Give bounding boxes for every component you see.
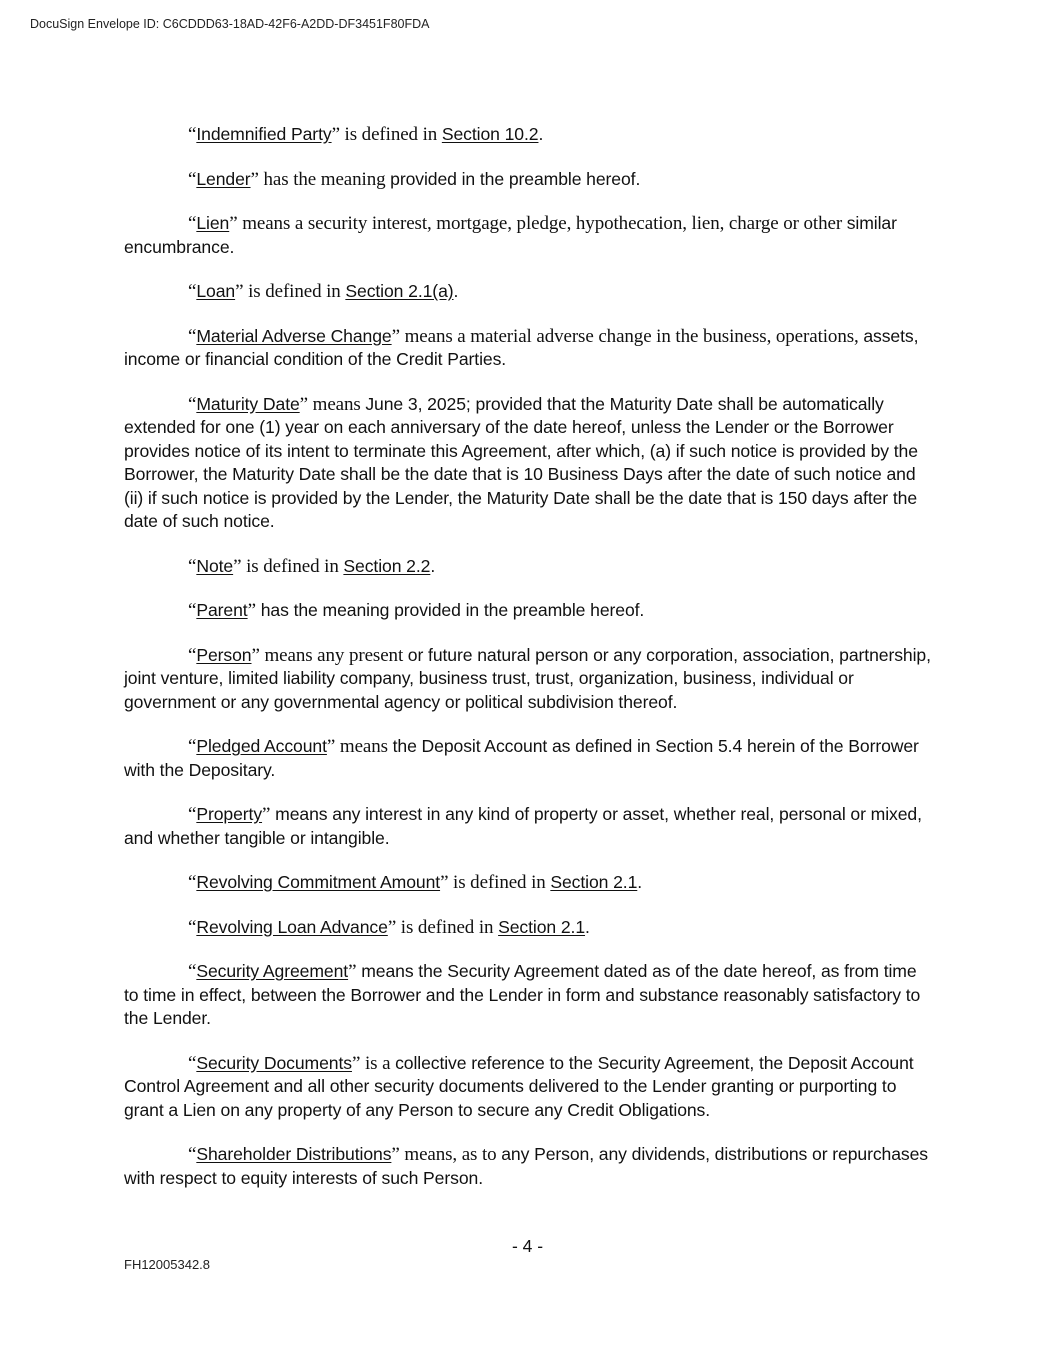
definition-text: has the meaning provided in the preamble hereof. [255,600,645,620]
open-quote: “ [188,600,197,621]
open-quote: “ [188,213,197,234]
open-quote: “ [188,804,197,825]
open-quote: “ [188,325,197,347]
definition-lien [124,212,932,259]
definition-text: means the Security Agreement dated as of the date hereof, as from time to time in effect, between the Borrower and the Lender in form and substance reasonably satisfactory to the Lender. [124,961,921,1028]
definition-intro: means any present [259,644,408,666]
defined-term: Lender [196,168,251,189]
defined-term: Security Agreement [196,961,349,981]
definitions-list [124,123,932,1211]
close-quote: ” [299,393,309,415]
open-quote: “ [188,281,197,302]
defined-term: Indemnified Party [196,124,332,144]
page-number: - 4 - [511,1236,544,1256]
close-quote: ” [391,1144,400,1165]
close-quote: ” [235,281,244,302]
defined-term: Parent [196,600,248,620]
close-quote: ” [250,168,259,190]
close-quote: ” [262,804,271,825]
definition-text: assets, income or financial condition of the Credit Parties. [124,325,919,369]
definition-parent [124,599,932,623]
defined-term: Revolving Commitment Amount [196,872,441,892]
close-quote: ” [251,644,260,666]
definition-intro: is defined in [241,555,344,577]
defined-term: Person [196,644,252,665]
envelope-id: DocuSign Envelope ID: C6CDDD63-18AD-42F6-A2DD-DF3451F80FDA [30,17,430,31]
defined-term: Shareholder Distributions [196,1144,392,1164]
definition-text: . [430,555,436,576]
section-reference: Section 2.1 [498,916,586,937]
close-quote: ” [391,325,400,347]
definition-security-documents [124,1052,932,1123]
definition-loan [124,280,932,304]
section-reference: Section 2.2 [343,555,431,576]
open-quote: “ [188,644,197,666]
definition-intro: means, as to [399,1144,502,1165]
close-quote: ” [229,213,238,234]
definition-intro: is defined in [339,124,442,145]
definition-intro: means [308,393,366,415]
definition-shareholder-distributions [124,1143,932,1190]
section-reference: Section 10.2 [441,124,539,144]
close-quote: ” [326,736,336,757]
open-quote: “ [188,872,197,893]
definition-text: any Person, any dividends, distributions or repurchases with respect to equity interests of such Person. [124,1144,928,1188]
defined-term: Note [196,555,234,576]
definition-lender [124,168,932,192]
definition-text: . [538,124,544,144]
definition-revolving-commitment-amount [124,871,932,895]
definition-text: . [637,872,643,892]
definition-text: means any interest in any kind of property or asset, whether real, personal or mixed, and whether tangible or intangible. [124,804,922,848]
definition-text: or future natural person or any corporation, association, partnership, joint venture, limited liability company, business trust, trust, organization, business, individual or government or any governmental agency or political subdivision thereof. [124,644,931,712]
definition-text: June 3, 2025; provided that the Maturity Date shall be automatically extended for one (1) year on each anniversary of the date hereof, unless the Lender or the Borrower provides notice of its intent to terminate this Agreement, after which, (a) if such notice is provided by the Borrower, the Maturity Date shall be the date that is 10 Business Days after the date of such notice and (ii) if such notice is provided by the Lender, the Maturity Date shall be the date that is 150 days after the date of such notice. [124,393,918,531]
definition-text: . [453,281,459,301]
defined-term: Loan [196,281,236,301]
open-quote: “ [188,1144,197,1165]
section-reference: Section 2.1 [550,872,638,892]
close-quote: ” [331,124,340,145]
definition-text: . [585,916,590,937]
definition-note [124,555,932,579]
defined-term: Property [196,804,263,824]
open-quote: “ [188,555,197,577]
defined-term: Revolving Loan Advance [196,916,388,937]
defined-term: Pledged Account [196,736,327,756]
definition-person [124,644,932,715]
defined-term: Lien [196,213,230,233]
definition-security-agreement [124,960,932,1031]
close-quote: ” [233,555,242,577]
open-quote: “ [188,168,197,190]
definition-indemnified-party [124,123,932,147]
definition-intro: means a security interest, mortgage, pledge, hypothecation, lien, charge or other [237,213,847,234]
open-quote: “ [188,393,197,415]
definition-intro: means a material adverse change in the business, operations, [399,325,864,347]
close-quote: ” [351,1052,361,1074]
definition-intro: is a [360,1052,396,1074]
definition-intro: is defined in [396,916,499,938]
open-quote: “ [188,916,197,938]
defined-term: Material Adverse Change [196,325,392,346]
close-quote: ” [387,916,397,938]
defined-term: Security Documents [196,1052,352,1073]
open-quote: “ [188,736,197,757]
definition-text: provided in the preamble hereof. [390,168,641,189]
open-quote: “ [188,1052,197,1074]
definition-intro: has the meaning [258,168,391,190]
close-quote: ” [348,961,357,982]
definition-property [124,803,932,850]
close-quote: ” [440,872,449,893]
definition-text: the Deposit Account as defined in Section 5.4 herein of the Borrower with the Depositary. [124,736,919,780]
definition-intro: means [335,736,393,757]
definition-maturity-date [124,393,932,534]
section-reference: Section 2.1(a) [345,281,454,301]
definition-text: similar encumbrance. [124,213,897,257]
definition-intro: is defined in [243,281,346,302]
definition-revolving-loan-advance [124,916,932,940]
close-quote: ” [247,600,256,621]
open-quote: “ [188,124,197,145]
definition-material-adverse-change [124,325,932,372]
definition-text: collective reference to the Security Agreement, the Deposit Account Control Agreement and all other security documents delivered to the Lender granting or purporting to grant a Lien on any property of any Person to secure any Credit Obligations. [124,1052,914,1120]
definition-intro: is defined in [448,872,551,893]
definition-pledged-account [124,735,932,782]
open-quote: “ [188,961,197,982]
document-id: FH12005342.8 [124,1257,211,1272]
defined-term: Maturity Date [196,393,300,414]
